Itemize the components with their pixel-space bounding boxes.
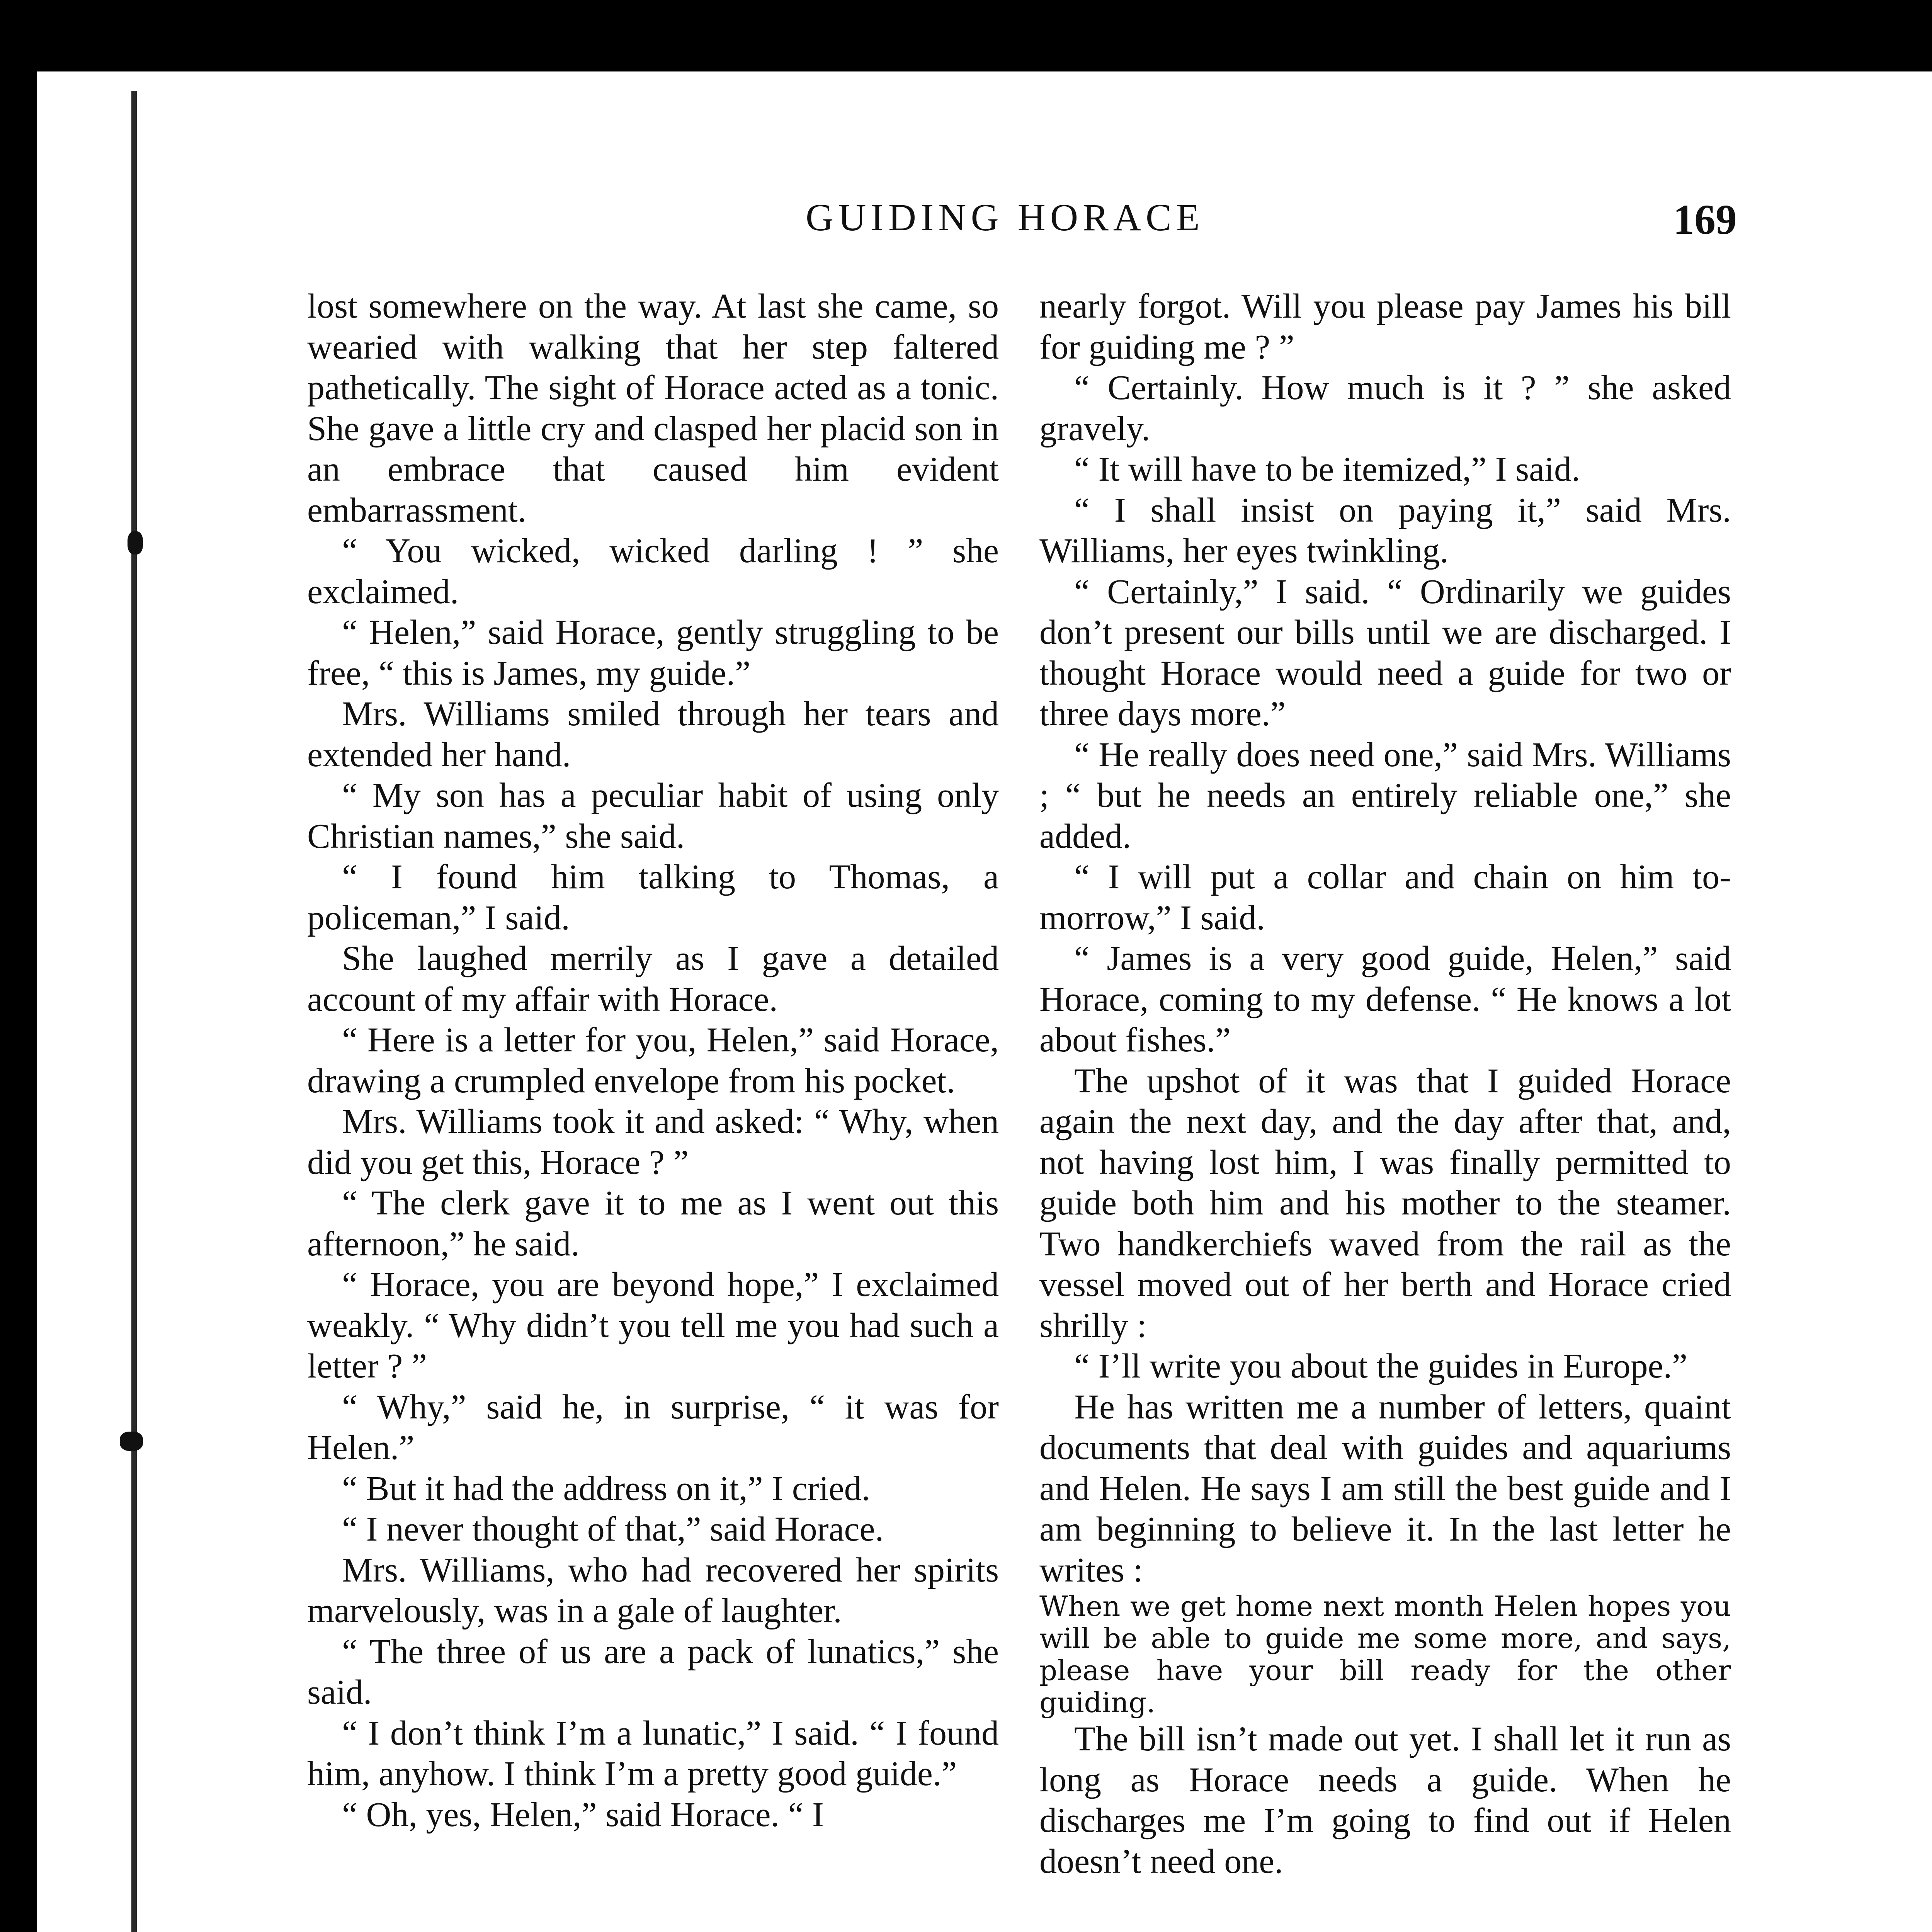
- paragraph: “ Here is a letter for you, Helen,” said Horace, drawing a crumpled envelope from his pocket.: [307, 1021, 999, 1100]
- binding-gutter-line: [131, 91, 137, 1932]
- paragraph: “ Oh, yes, Helen,” said Horace. “ I: [342, 1795, 824, 1834]
- paragraph: She laughed merrily as I gave a detailed account of my affair with Horace.: [307, 939, 999, 1019]
- paragraph: “ Horace, you are beyond hope,” I exclaimed weakly. “ Why didn’t you tell me you had such a letter ? ”: [307, 1265, 999, 1385]
- paragraph: “ I found him talking to Thomas, a policeman,” I said.: [307, 858, 999, 937]
- paragraph: “ I don’t think I’m a lunatic,” I said. “ I found him, anyhow. I think I’m a pretty good guide.”: [307, 1714, 999, 1793]
- paragraph: “ Certainly,” I said. “ Ordinarily we guides don’t present our bills until we are discharged. I thought Horace would need a guide for two or three days more.”: [1039, 572, 1731, 733]
- left-column: [307, 286, 999, 1835]
- paragraph: “ Helen,” said Horace, gently struggling to be free, “ this is James, my guide.”: [307, 613, 999, 692]
- paragraph: nearly forgot. Will you please pay James his bill for guiding me ? ”: [1039, 287, 1731, 366]
- paragraph: “ The three of us are a pack of lunatics,” she said.: [307, 1632, 999, 1711]
- paragraph: “ It will have to be itemized,” I said.: [1074, 450, 1580, 488]
- paragraph: “ I’ll write you about the guides in Europe.”: [1074, 1347, 1688, 1385]
- paragraph: “ I shall insist on paying it,” said Mrs. Williams, her eyes twinkling.: [1039, 491, 1731, 570]
- running-head-title: GUIDING HORACE: [806, 196, 1204, 239]
- paragraph: The bill isn’t made out yet. I shall let it run as long as Horace needs a guide. When he discharges me I’m going to find out if Helen doesn’t need one.: [1039, 1720, 1731, 1881]
- paragraph: He has written me a number of letters, quaint documents that deal with guides and aquariums and Helen. He says I am still the best guide and I am beginning to believe it. In the last letter he writes :: [1039, 1388, 1731, 1589]
- paragraph: “ The clerk gave it to me as I went out this afternoon,” he said.: [307, 1184, 999, 1263]
- page-number: 169: [1673, 196, 1737, 243]
- paragraph: “ Why,” said he, in surprise, “ it was for Helen.”: [307, 1388, 999, 1467]
- paragraph: The upshot of it was that I guided Horace again the next day, and the day after that, and, not having lost him, I was finally permitted to guide both him and his mother to the steamer. Two handkerchiefs waved from the rail as the vessel moved out of her berth and Horace cried shrilly :: [1039, 1061, 1731, 1345]
- binding-mark: [128, 531, 143, 554]
- paragraph: Mrs. Williams took it and asked: “ Why, when did you get this, Horace ? ”: [307, 1102, 999, 1182]
- paragraph: Mrs. Williams smiled through her tears and extended her hand.: [307, 695, 999, 774]
- paragraph: “ I never thought of that,” said Horace.: [342, 1510, 884, 1548]
- right-column: [1039, 286, 1731, 1882]
- paragraph: lost somewhere on the way. At last she came, so wearied with walking that her step faltered pathetically. The sight of Horace acted as a tonic. She gave a little cry and clasped her placid son in an embrace that caused him evident embarrassment.: [307, 287, 999, 529]
- paragraph: “ Certainly. How much is it ? ” she asked gravely.: [1039, 369, 1731, 448]
- paragraph: “ He really does need one,” said Mrs. Williams ; “ but he needs an entirely reliable one,” she added.: [1039, 735, 1731, 855]
- paragraph: “ You wicked, wicked darling ! ” she exclaimed.: [307, 532, 999, 611]
- paragraph: Mrs. Williams, who had recovered her spirits marvelously, was in a gale of laughter.: [307, 1551, 999, 1630]
- running-head: [37, 195, 1932, 265]
- letter-quote: When we get home next month Helen hopes you will be able to guide me some more, and says, please have your bill ready for the other guiding.: [1039, 1590, 1731, 1719]
- magazine-page: [37, 71, 1932, 1932]
- paragraph: “ But it had the address on it,” I cried.: [342, 1469, 871, 1508]
- paragraph: “ My son has a peculiar habit of using only Christian names,” she said.: [307, 776, 999, 855]
- binding-mark: [120, 1432, 143, 1451]
- paragraph: “ I will put a collar and chain on him to-morrow,” I said.: [1039, 858, 1731, 937]
- paragraph: “ James is a very good guide, Helen,” said Horace, coming to my defense. “ He knows a lot about fishes.”: [1039, 939, 1731, 1059]
